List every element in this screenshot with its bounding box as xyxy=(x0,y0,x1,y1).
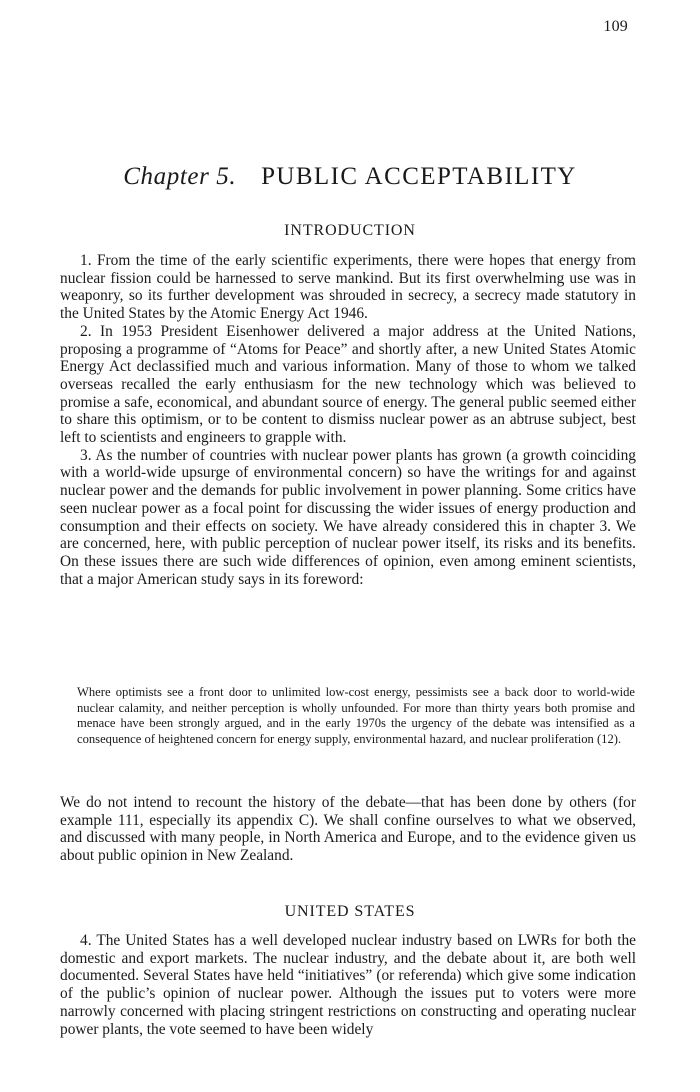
introduction-continuation xyxy=(60,794,636,865)
section-heading-united-states: UNITED STATES xyxy=(284,903,416,920)
block-quote: Where optimists see a front door to unlimited low-cost energy, pessimists see a back door to world-wide nuclear calamity, and neither perception is wholly unfounded. For more than thirty years both promise and menace have been strongly argued, and in the early 1970s the urgency of the debate was intensified as a consequence of heightened concern for energy supply, environmental hazard, and nuclear proliferation (12). xyxy=(77,685,635,746)
paragraph-1: 1. From the time of the early scientific experiments, there were hopes that energy from nuclear fission could be harnessed to serve mankind. But its first overwhelming use was in weaponry, so its further development was shrouded in secrecy, a secrecy made statutory in the United States by the Atomic Energy Act 1946. xyxy=(60,252,636,323)
paragraph-3-continuation: We do not intend to recount the history of the debate—that has been done by others (for example 111, especially its appendix C). We shall confine ourselves to what we observed, and discussed with many people, in North America and Europe, and to the evidence given us about public opinion in New Zealand. xyxy=(60,794,636,865)
introduction-body xyxy=(60,252,636,588)
chapter-name: PUBLIC ACCEPTABILITY xyxy=(261,163,577,190)
paragraph-2: 2. In 1953 President Eisenhower delivered a major address at the United Nations, proposing a programme of “Atoms for Peace” and shortly after, a new United States Atomic Energy Act declassified much and various information. Many of those to whom we talked overseas recalled the early enthusiasm for the new technology which was believed to promise a safe, economical, and abundant source of energy. The general public seemed either to share this optimism, or to be content to dismiss nuclear power as an abtruse subject, best left to scientists and engineers to grapple with. xyxy=(60,322,636,447)
chapter-label: Chapter 5. xyxy=(123,163,237,190)
paragraph-3: 3. As the number of countries with nuclear power plants has grown (a growth coinciding with a world-wide upsurge of environmental concern) so have the writings for and against nuclear power and the demands for public involvement in power planning. Some critics have seen nuclear power as a focal point for discussing the wider issues of energy production and consumption and their effects on society. We have already considered this in chapter 3. We are concerned, here, with public perception of nuclear power itself, its risks and its benefits. On these issues there are such wide differences of opinion, even among eminent scientists, that a major American study says in its foreword: xyxy=(60,446,636,588)
section-heading-introduction: INTRODUCTION xyxy=(284,222,416,239)
united-states-body xyxy=(60,932,636,1038)
page-number: 109 xyxy=(603,18,628,35)
chapter-title xyxy=(0,163,700,191)
paragraph-4: 4. The United States has a well developed nuclear industry based on LWRs for both the domestic and export markets. The nuclear industry, and the debate about it, are both well documented. Several States have held “initiatives” (or referenda) which give some indication of the public’s opinion of nuclear power. Although the issues put to voters were more narrowly concerned with placing stringent restrictions on constructing and operating nuclear power plants, the vote seemed to have been widely xyxy=(60,932,636,1038)
